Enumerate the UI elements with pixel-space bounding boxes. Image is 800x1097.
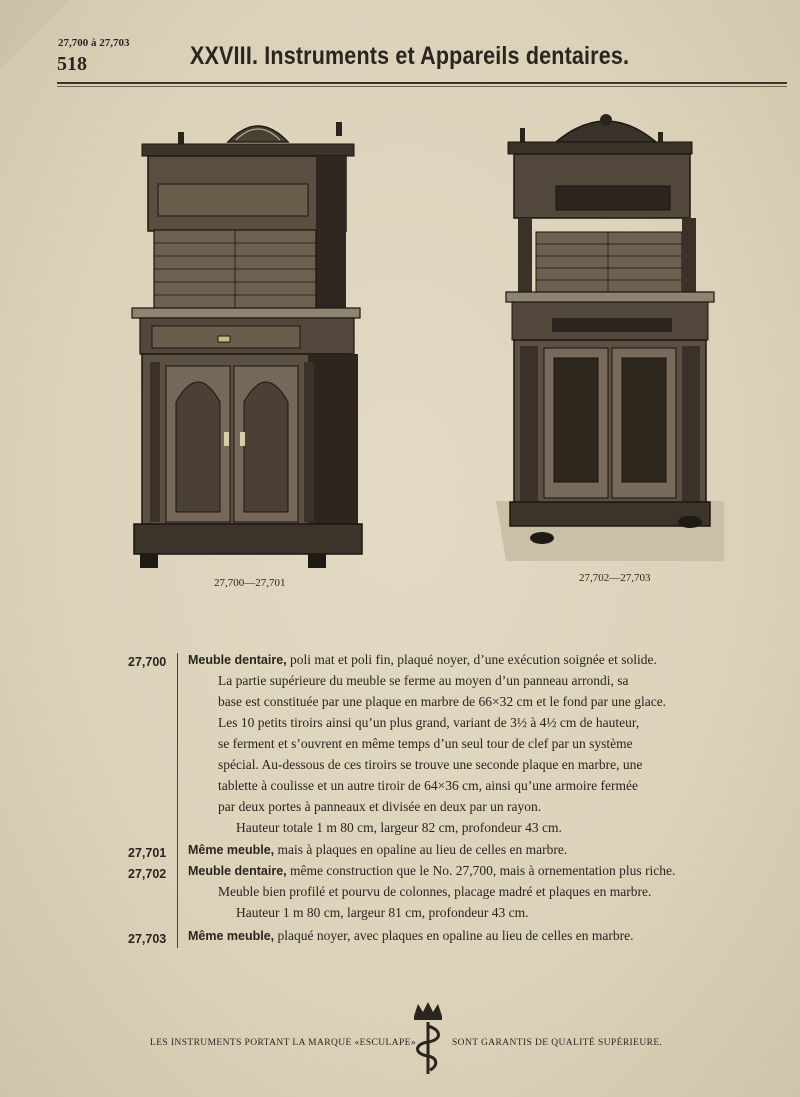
- entry-line: La partie supérieure du meuble se ferme au moyen d’un panneau arrondi, sa: [218, 673, 629, 688]
- entry-column-rule: [177, 653, 178, 948]
- entry-line: par deux portes à panneaux et divisée en deux par un rayon.: [218, 799, 542, 814]
- dental-cabinet-illustration-2: [496, 106, 724, 566]
- entry-line: Hauteur totale 1 m 80 cm, largeur 82 cm, profondeur 43 cm.: [236, 820, 562, 835]
- page-range-label: 27,700 à 27,703: [58, 37, 130, 49]
- entry-line: Même meuble, mais à plaques en opaline au lieu de celles en marbre.: [188, 842, 568, 857]
- entry-line: Meuble dentaire, poli mat et poli fin, plaqué noyer, d’une exécution soignée et solide.: [188, 652, 657, 667]
- footer-guarantee-right: SONT GARANTIS DE QUALITÉ SUPÉRIEURE.: [452, 1038, 663, 1048]
- header-rule-thin: [57, 86, 787, 87]
- page-title: XXVIII. Instruments et Appareils dentaires.: [190, 42, 630, 70]
- entry-line: Hauteur 1 m 80 cm, largeur 81 cm, profondeur 43 cm.: [236, 905, 529, 920]
- entry-line: se ferment et s’ouvrent en même temps d’un seul tour de clef par un système: [218, 736, 633, 751]
- entry-line: base est constituée par une plaque en marbre de 66×32 cm et le fond par une glace.: [218, 694, 667, 709]
- entry-line: spécial. Au-dessous de ces tiroirs se trouve une seconde plaque en marbre, une: [218, 757, 643, 772]
- entry-line: tablette à coulisse et un autre tiroir de 64×36 cm, ainsi qu’une armoire fermée: [218, 778, 638, 793]
- esculape-emblem-icon: [408, 1000, 448, 1076]
- header-rule: [57, 82, 787, 84]
- entry-number: 27,700: [128, 655, 167, 669]
- footer-guarantee-left: LES INSTRUMENTS PORTANT LA MARQUE «ESCULAPE»: [150, 1038, 417, 1048]
- entry-line: Même meuble, plaqué noyer, avec plaques en opaline au lieu de celles en marbre.: [188, 928, 634, 943]
- entry-line: Les 10 petits tiroirs ainsi qu’un plus grand, variant de 3½ à 4½ cm de hauteur,: [218, 715, 640, 730]
- figure-caption-1: 27,700—27,701: [214, 577, 286, 589]
- page-number: 518: [57, 53, 87, 75]
- dental-cabinet-illustration-1: [128, 112, 368, 577]
- entry-line: Meuble dentaire, même construction que le No. 27,700, mais à ornementation plus riche.: [188, 863, 676, 878]
- entry-number: 27,703: [128, 932, 167, 946]
- figure-caption-2: 27,702—27,703: [579, 572, 651, 584]
- entry-number: 27,701: [128, 846, 167, 860]
- entry-number: 27,702: [128, 867, 167, 881]
- entry-line: Meuble bien profilé et pourvu de colonnes, placage madré et plaques en marbre.: [218, 884, 652, 899]
